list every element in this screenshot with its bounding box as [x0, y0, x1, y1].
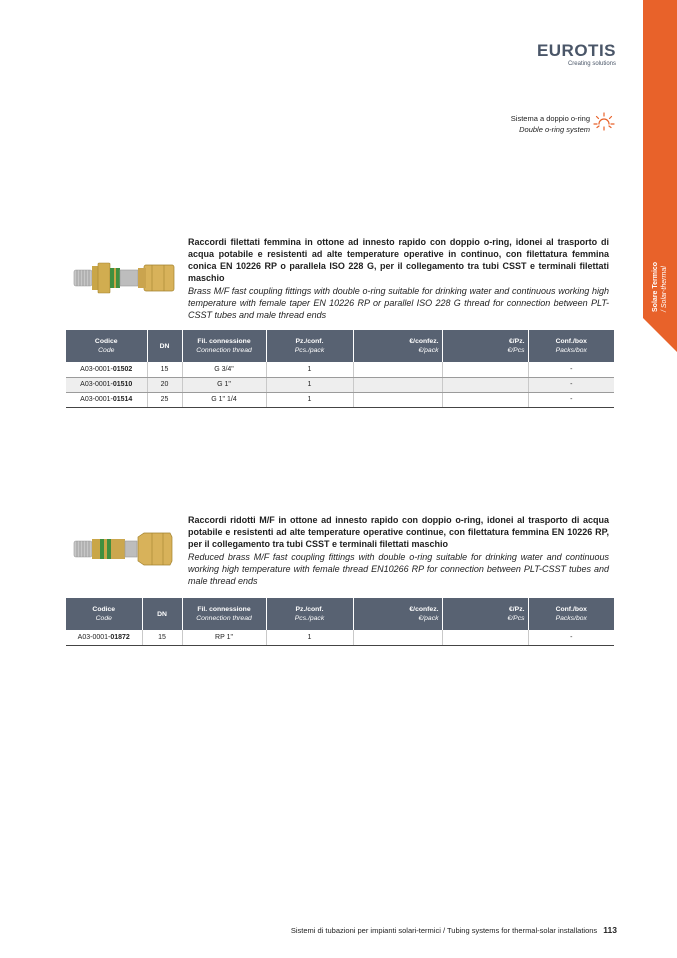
- page-number: 113: [603, 925, 617, 935]
- table-row: [66, 362, 614, 377]
- product-2-table: [66, 598, 614, 646]
- logo-wordmark: EUROTIS: [536, 41, 616, 60]
- cell-dn: 25: [147, 392, 182, 407]
- header-code: Codice Code: [66, 598, 142, 630]
- side-tab-subtitle: / Solar-thermal: [661, 266, 668, 312]
- cell-unit-price: [442, 392, 528, 407]
- header-pack-price: €/confez. €/pack: [353, 598, 442, 630]
- cell-box: -: [528, 377, 614, 392]
- eurotis-logo: [528, 42, 616, 68]
- cell-dn: 20: [147, 377, 182, 392]
- product-1-description-en: Brass M/F fast coupling fittings with double o-ring suitable for drinking water and continuous working high temperature with female taper EN 10226 RP or parallel ISO 228 G thread for connection between PLT-CSST tubes and male thread ends: [188, 286, 609, 320]
- cell-code: A03-0001-01510: [66, 377, 147, 392]
- cell-box: -: [528, 362, 614, 377]
- header-pack-price: €/confez. €/pack: [353, 330, 442, 362]
- cell-pack-price: [353, 377, 442, 392]
- header-dn: DN: [147, 330, 182, 362]
- table-row: [66, 392, 614, 407]
- cell-pcs: 1: [266, 392, 353, 407]
- header-thread: Fil. connessione Connection thread: [182, 598, 266, 630]
- cell-pcs: 1: [266, 630, 353, 645]
- product-2-description: [188, 514, 609, 587]
- fitting-image-1: [72, 258, 178, 298]
- header-dn: DN: [142, 598, 182, 630]
- logo-tagline: Creating solutions: [567, 61, 616, 67]
- cell-code: A03-0001-01514: [66, 392, 147, 407]
- header-pcs: Pz./conf. Pcs./pack: [266, 598, 353, 630]
- cell-pcs: 1: [266, 377, 353, 392]
- product-2-description-en: Reduced brass M/F fast coupling fittings with double o-ring suitable for drinking water and continuous working high temperature with female thread EN10266 RP for connection between PLT-CSST tubes and male thread ends: [188, 552, 609, 586]
- side-tab-tip: [643, 318, 677, 352]
- table-header-row: [66, 598, 614, 630]
- cell-pack-price: [353, 392, 442, 407]
- header-pcs: Pz./conf. Pcs./pack: [266, 330, 353, 362]
- cell-thread: RP 1": [182, 630, 266, 645]
- cell-dn: 15: [142, 630, 182, 645]
- cell-thread: G 1" 1/4: [182, 392, 266, 407]
- cell-code: A03-0001-01502: [66, 362, 147, 377]
- table-row: [66, 630, 614, 645]
- product-2-description-it: Raccordi ridotti M/F in ottone ad innesto rapido con doppio o-ring, idonei al trasporto di acqua potabile e resistenti ad alte temperature operative continue, con filettatura femmina EN 10226 RP, per il collegamento tra tubi CSST e terminali filettati maschio: [188, 515, 609, 549]
- product-1-description: [188, 236, 609, 321]
- sun-icon: [593, 110, 615, 132]
- cell-unit-price: [442, 630, 528, 645]
- cell-pcs: 1: [266, 362, 353, 377]
- header-code: Codice Code: [66, 330, 147, 362]
- system-note-it: Sistema a doppio o-ring: [510, 114, 590, 123]
- cell-thread: G 3/4": [182, 362, 266, 377]
- product-1-description-it: Raccordi filettati femmina in ottone ad innesto rapido con doppio o-ring, idonei al trasporto di acqua potabile e resistenti ad alte temperature operative in continuo, con filettatura femmina conica EN 10226 RP o parallela ISO 228 G, per il collegamento tra tubi CSST e terminali filettati maschio: [188, 237, 609, 283]
- cell-box: -: [528, 630, 614, 645]
- table-header-row: [66, 330, 614, 362]
- page-footer: [180, 925, 617, 935]
- system-note-en: Double o-ring system: [519, 125, 590, 134]
- cell-pack-price: [353, 630, 442, 645]
- cell-code: A03-0001-01872: [66, 630, 142, 645]
- cell-thread: G 1": [182, 377, 266, 392]
- header-box: Conf./box Packs/box: [528, 598, 614, 630]
- product-1-table: [66, 330, 614, 408]
- header-thread: Fil. connessione Connection thread: [182, 330, 266, 362]
- side-tab-title: Solare Termico: [652, 261, 659, 312]
- cell-box: -: [528, 392, 614, 407]
- table-row: [66, 377, 614, 392]
- fitting-image-2: [72, 531, 174, 567]
- cell-unit-price: [442, 362, 528, 377]
- side-tab-label: [643, 234, 677, 314]
- cell-unit-price: [442, 377, 528, 392]
- cell-pack-price: [353, 362, 442, 377]
- header-box: Conf./box Packs/box: [528, 330, 614, 362]
- cell-dn: 15: [147, 362, 182, 377]
- header-unit-price: €/Pz. €/Pcs: [442, 598, 528, 630]
- footer-text: Sistemi di tubazioni per impianti solari-termici / Tubing systems for thermal-solar installations: [290, 926, 598, 935]
- header-unit-price: €/Pz. €/Pcs: [442, 330, 528, 362]
- system-note: [440, 113, 590, 135]
